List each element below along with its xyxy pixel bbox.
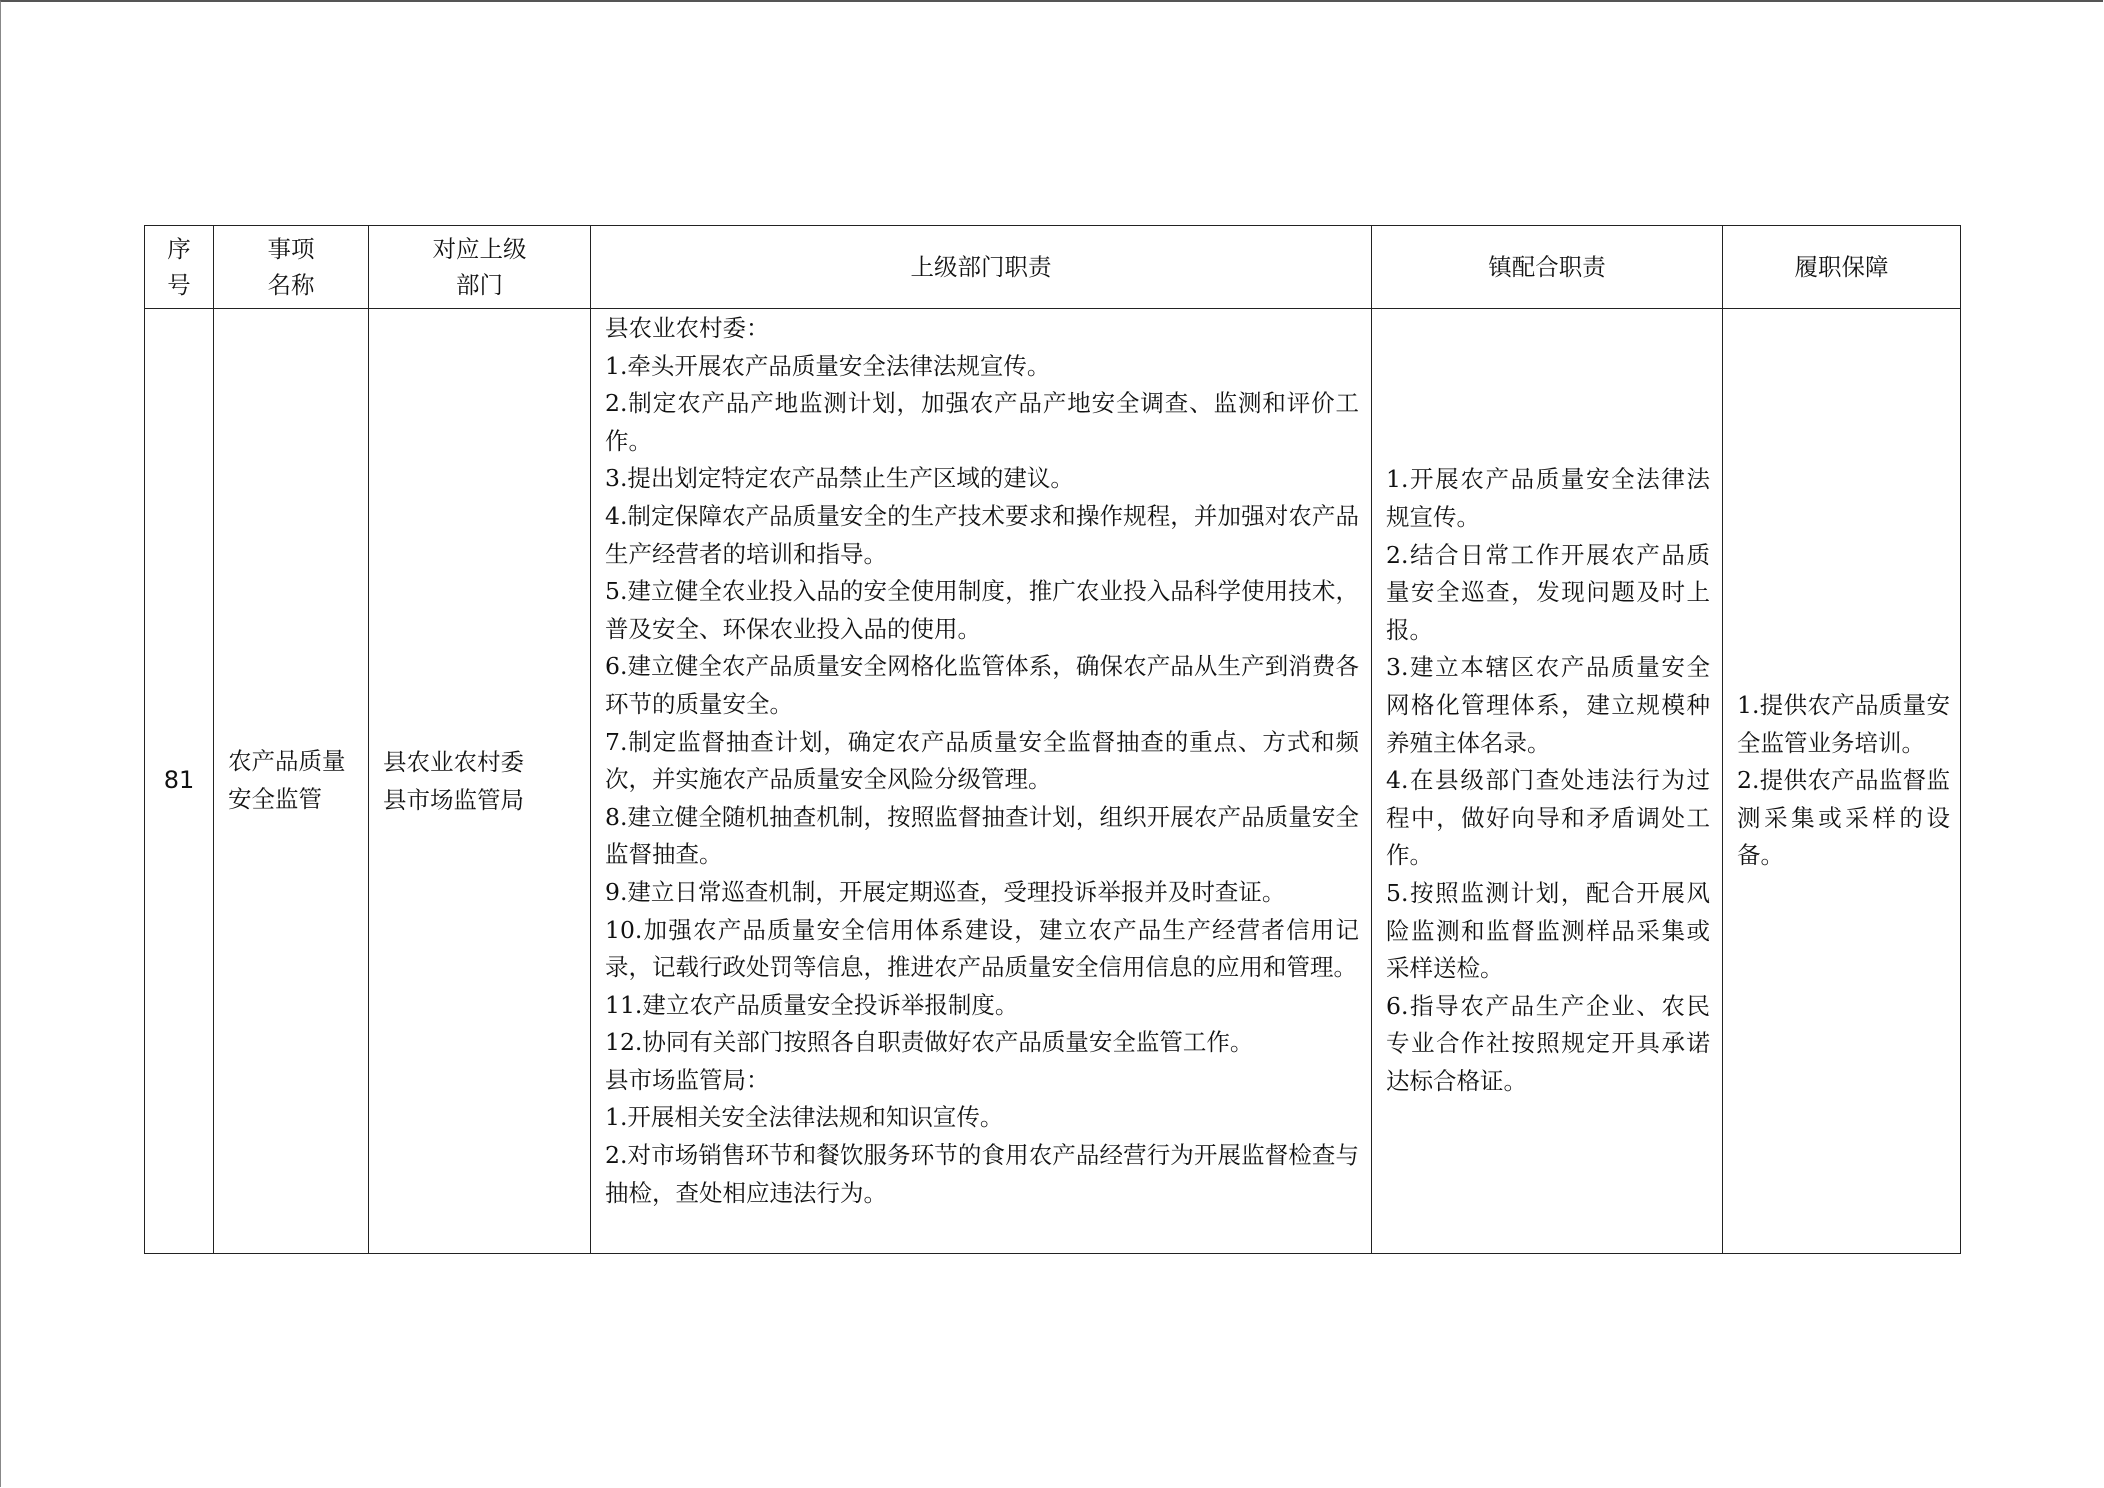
town-duty-item: 3.建立本辖区农产品质量安全网格化管理体系，建立规模种养殖主体名录。 (1386, 653, 1710, 757)
duty-item: 11.建立农产品质量安全投诉举报制度。 (605, 990, 1019, 1019)
duty-item: 7.制定监督抽查计划，确定农产品质量安全监督抽查的重点、方式和频次，并实施农产品质量安全风险分级管理。 (605, 727, 1359, 794)
dept-line: 县农业农村委 (383, 748, 524, 776)
header-dept: 对应上级 部门 (369, 226, 591, 309)
table-header-row (145, 226, 1961, 309)
guarantee-item: 2.提供农产品监督监测采集或采样的设备。 (1737, 766, 1950, 870)
town-duty-item: 5.按照监测计划，配合开展风险监测和监督监测样品采集或采样送检。 (1386, 878, 1710, 983)
town-duty-item: 6.指导农产品生产企业、农民专业合作社按照规定开具承诺达标合格证。 (1386, 991, 1710, 1095)
duty-item: 12.协同有关部门按照各自职责做好农产品质量安全监管工作。 (605, 1028, 1254, 1057)
town-duty-item: 4.在县级部门查处违法行为过程中，做好向导和矛盾调处工作。 (1386, 766, 1710, 870)
cell-item-name: 农产品质量安全监管 (214, 309, 369, 1254)
dept-line: 县市场监管局 (383, 786, 524, 814)
duty-item: 8.建立健全随机抽查机制，按照监督抽查计划，组织开展农产品质量安全监督抽查。 (605, 802, 1359, 869)
duty-item: 5.建立健全农业投入品的安全使用制度，推广农业投入品科学使用技术，普及安全、环保农业投入品的使用。 (605, 577, 1359, 643)
duty-item: 4.制定保障农产品质量安全的生产技术要求和操作规程，并加强对农产品生产经营者的培训和指导。 (605, 501, 1359, 568)
cell-guarantee (1723, 309, 1961, 1254)
town-duty-item: 2.结合日常工作开展农产品质量安全巡查，发现问题及时上报。 (1386, 540, 1710, 644)
duty-table (144, 225, 1961, 1254)
header-guarantee: 履职保障 (1723, 226, 1961, 309)
duty-item: 10.加强农产品质量安全信用体系建设，建立农产品生产经营者信用记录，记载行政处罚等信息，推进农产品质量安全信用信息的应用和管理。 (605, 915, 1359, 982)
table-row (145, 309, 1961, 1254)
guarantee-item: 1.提供农产品质量安全监管业务培训。 (1737, 691, 1950, 757)
duty-item: 6.建立健全农产品质量安全网格化监管体系，确保农产品从生产到消费各环节的质量安全。 (605, 652, 1359, 718)
cell-dept (369, 309, 591, 1254)
header-town-duties: 镇配合职责 (1372, 226, 1723, 309)
header-seq: 序 号 (145, 226, 214, 309)
duty-item: 3.提出划定特定农产品禁止生产区域的建议。 (605, 464, 1074, 493)
cell-town-duties (1372, 309, 1723, 1254)
cell-seq: 81 (145, 309, 214, 1254)
header-name: 事项 名称 (214, 226, 369, 309)
duty-item: 1.牵头开展农产品质量安全法律法规宣传。 (605, 351, 1051, 380)
duty-item: 9.建立日常巡查机制，开展定期巡查，受理投诉举报并及时查证。 (605, 877, 1286, 906)
town-duty-item: 1.开展农产品质量安全法律法规宣传。 (1386, 465, 1710, 532)
cell-upper-duties (591, 309, 1372, 1254)
duty-item: 1.开展相关安全法律法规和知识宣传。 (605, 1103, 1004, 1132)
duty-item: 2.对市场销售环节和餐饮服务环节的食用农产品经营行为开展监督检查与抽检，查处相应违法行为。 (605, 1141, 1359, 1207)
duty-item: 2.制定农产品产地监测计划，加强农产品产地安全调查、监测和评价工作。 (605, 389, 1359, 455)
header-upper-duties: 上级部门职责 (591, 226, 1372, 309)
duty-item: 县市场监管局： (605, 1065, 770, 1094)
duty-item: 县农业农村委： (605, 314, 770, 342)
